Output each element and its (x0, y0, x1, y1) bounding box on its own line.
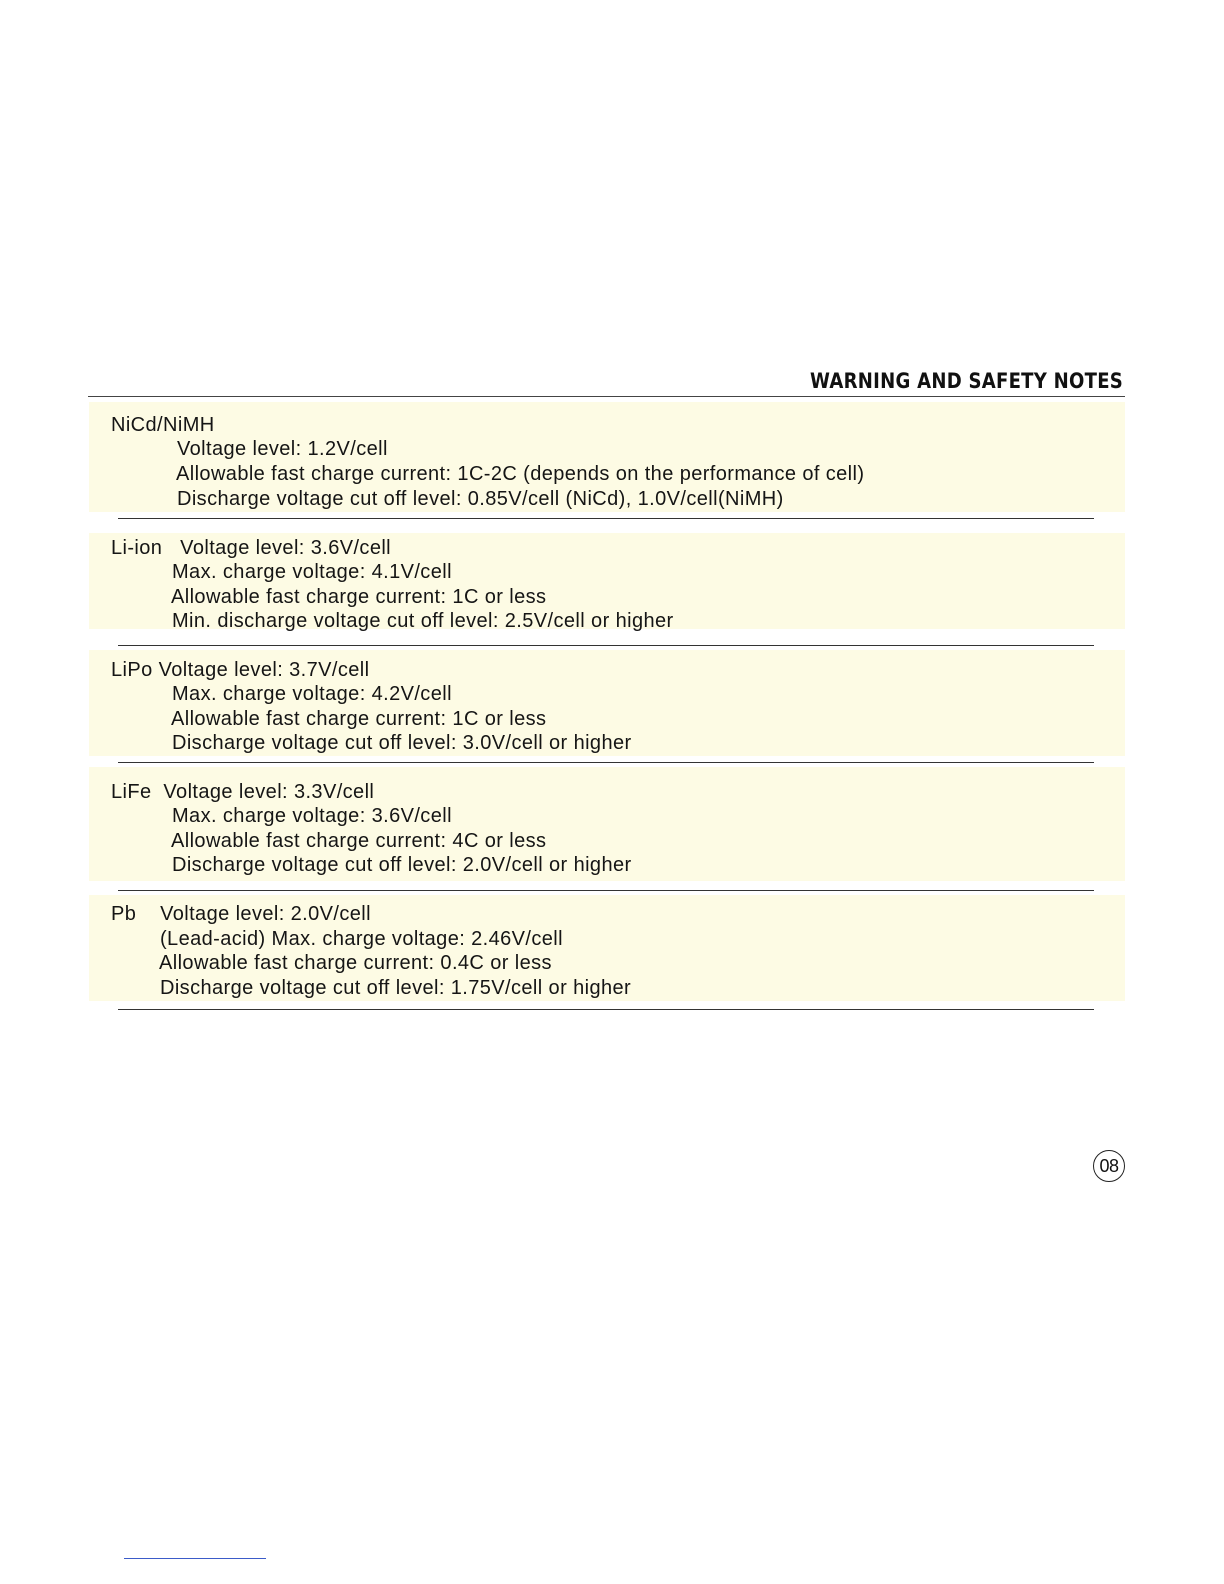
spec-line: Discharge voltage cut off level: 3.0V/cell or higher (172, 732, 632, 754)
section-divider (118, 890, 1094, 891)
section-heading-lipo: LiPo Voltage level: 3.7V/cell (111, 659, 370, 681)
page-number: 08 (1093, 1150, 1125, 1182)
spec-line: Allowable fast charge current: 1C or less (171, 586, 547, 608)
spec-line: Max. charge voltage: 3.6V/cell (172, 805, 452, 827)
page-title: WARNING AND SAFETY NOTES (809, 369, 1123, 393)
spec-line: Allowable fast charge current: 1C or less (171, 708, 547, 730)
header-divider (88, 396, 1125, 397)
spec-line: (Lead-acid) Max. charge voltage: 2.46V/cell (160, 928, 563, 950)
spec-line: Allowable fast charge current: 0.4C or less (159, 952, 552, 974)
spec-line: Voltage level: 1.2V/cell (177, 438, 388, 460)
section-heading-li-ion: Li-ion Voltage level: 3.6V/cell (111, 537, 392, 559)
section-divider (118, 762, 1094, 763)
section-heading-nicd-nimh: NiCd/NiMH (111, 414, 215, 436)
spec-line: Max. charge voltage: 4.1V/cell (172, 561, 452, 583)
section-divider (118, 645, 1094, 646)
section-heading-life: LiFe Voltage level: 3.3V/cell (111, 781, 375, 803)
footer-link-underline (124, 1558, 266, 1559)
spec-line: Discharge voltage cut off level: 2.0V/cell or higher (172, 854, 632, 876)
spec-line: Allowable fast charge current: 1C-2C (depends on the performance of cell) (176, 463, 865, 485)
spec-line: Max. charge voltage: 4.2V/cell (172, 683, 452, 705)
section-divider (118, 1009, 1094, 1010)
section-heading-pb: Pb Voltage level: 2.0V/cell (111, 903, 371, 925)
spec-line: Discharge voltage cut off level: 1.75V/cell or higher (160, 977, 632, 999)
spec-line: Discharge voltage cut off level: 0.85V/cell (NiCd), 1.0V/cell(NiMH) (177, 488, 784, 510)
spec-line: Allowable fast charge current: 4C or less (171, 830, 547, 852)
section-divider (118, 518, 1094, 519)
spec-line: Min. discharge voltage cut off level: 2.5V/cell or higher (172, 610, 674, 632)
